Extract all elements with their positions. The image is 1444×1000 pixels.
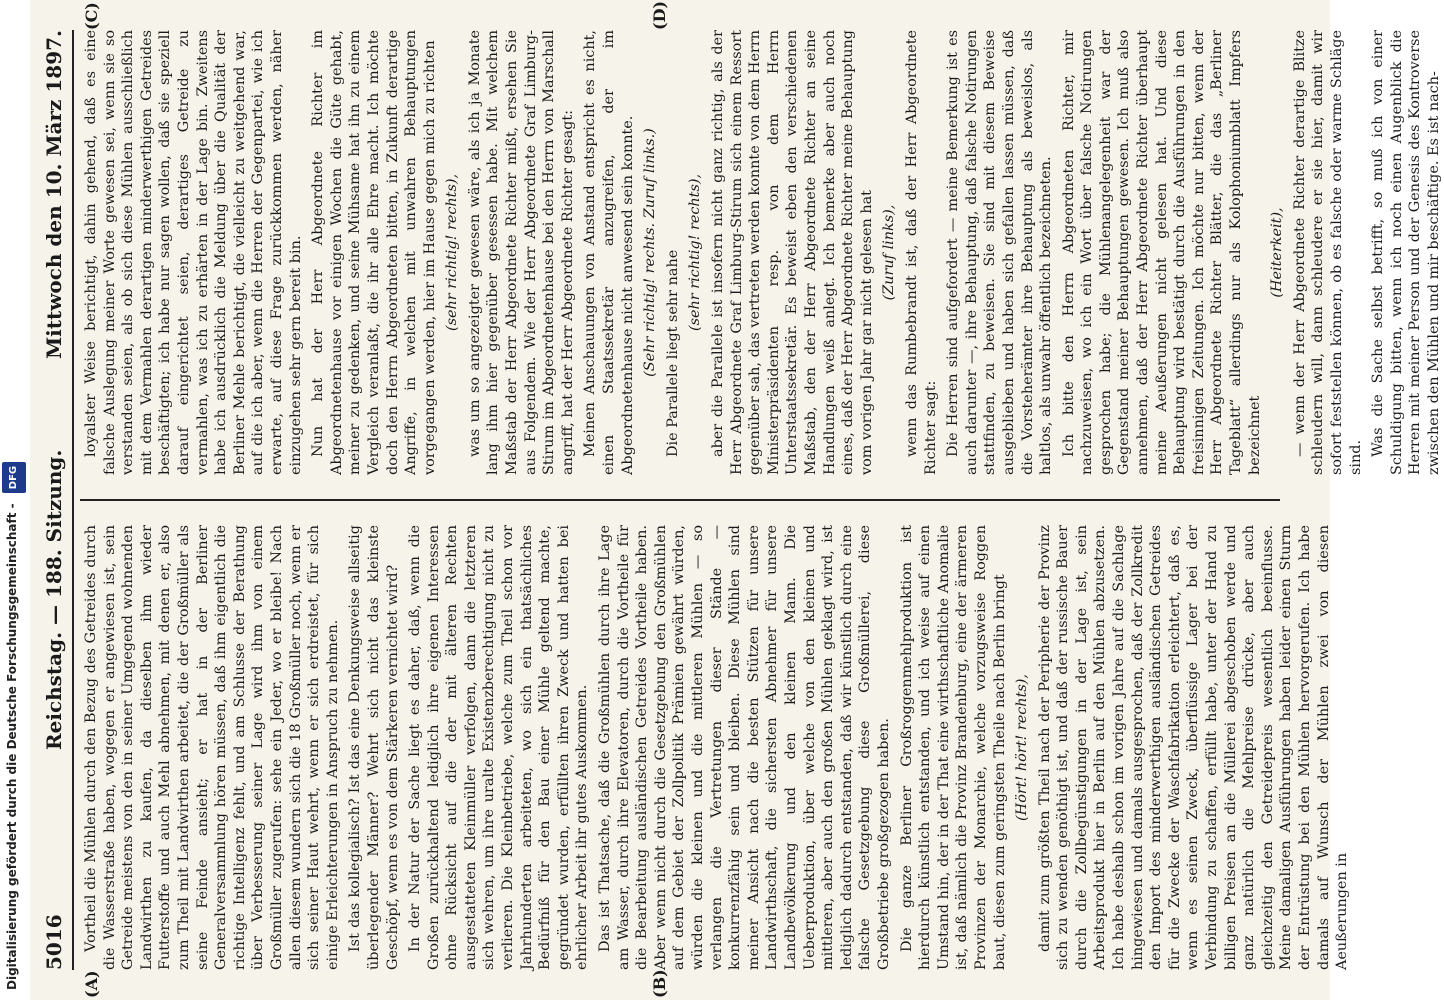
right-interjection: (Heiterkeit), bbox=[1269, 207, 1286, 298]
right-paragraph: Ich bitte den Herrn Abgeordneten Richter, mir nachzuweisen, wo ich ein Wort über falsche Notirungen gesprochen habe; die Mühlenangelegenheit war der Gegenstand meiner Behauptungen gewesen. Ich muß also annehmen, daß der Herr Abgeordnete Richter überhaupt meine Aeußerungen nicht gelesen hat. Und diese Behauptung wird bestätigt durch die Ausführungen in den freisinnigen Zeitungen. Ich möchte nur bitten, wenn der Herr Abgeordnete Richter Blätter, die das „Berliner Tageblatt“ allerdings nur als Kolophoniumblatt Impfers bezeichnet bbox=[1060, 30, 1263, 475]
page-number: 5016 bbox=[42, 914, 66, 970]
left-paragraph: Ist das kollegialisch? Ist das eine Denkungsweise allseitig überlegender Männer? Wehrt sich nicht das kleinste Geschöpf, wenn es von dem Stärkeren vernichtet wird? bbox=[347, 525, 401, 970]
footer-credit bbox=[0, 0, 24, 1000]
dfg-logo: DFG bbox=[2, 462, 26, 493]
right-interjection: (sehr richtig! rechts), bbox=[444, 173, 461, 332]
right-paragraph: — wenn der Herr Abgeordnete Richter derartige Blitze schleudern will, dann schleudere er sie hier, damit wir sofort feststellen können, ob es falsche oder warme Schläge sind. bbox=[1291, 30, 1364, 475]
footer-credit-text: Digitalisierung gefördert durch die Deutsche Forschungsgemeinschaft - bbox=[5, 503, 19, 990]
right-column bbox=[82, 30, 1442, 475]
margin-label-a: (A) bbox=[82, 970, 101, 998]
right-paragraph: Die Parallele liegt sehr nahe bbox=[664, 249, 681, 457]
left-interjection: (Hört! hört! rechts), bbox=[1014, 674, 1031, 821]
right-quote: Meinen Anschauungen von Anstand entspricht es nicht, einen Staatssekretär anzugreifen, der im Abgeordnetenhause nicht anwesend sein konnte. bbox=[582, 30, 636, 475]
right-paragraph: wenn das Rumbebrandt ist, daß der Herr Abgeordnete Richter sagt: bbox=[903, 30, 939, 475]
right-paragraph: was um so angezeigter gewesen wäre, als ich ja Monate lang ihm hier gegenüber gesessen habe. Mit welchem Maßstab der Herr Abgeordnete Richter mißt, ersehen Sie aus Folgendem. Wie der Herr Abgeordnete Graf Limburg-Stirum im Abgeordnetenhause bei den Herrn von Marschall angriff, hat der Herr Abgeordnete Richter gesagt: bbox=[466, 30, 576, 475]
left-paragraph: Die ganze Berliner Großroggenmehlproduktion ist hierdurch künstlich entstanden, und ich weise auf einen Umstand hin, der in der That eine wirthschaftliche Anomalie ist, daß nämlich die Provinz Brandenburg, eine der ärmeren Provinzen der Monarchie, welche vorzugsweise Roggen baut, diesen zum geringsten Theile nach Berlin bringt bbox=[898, 525, 1008, 970]
margin-label-b: (B) bbox=[650, 969, 669, 998]
left-paragraph: In der Natur der Sache liegt es daher, daß, wenn die Großen zurückhaltend lediglich ihre eigenen Interessen ohne Rücksicht auf die der mit älteren Rechten ausgestatteten Kleinmüller verfolgen, dann die letzteren sich wehren, um ihre uralte Existenzberechtigung nicht zu verlieren. Die Kleinbetriebe, welche zum Theil schon vor Jahrhunderten arbeiteten, wo sich ein thatsächliches Bedürfniß für den Bau einer Mühle geltend machte, gegründet wurden, erfüllten ihren Zweck und hatten bei ehrlicher Arbeit ihr gutes Auskommen. bbox=[407, 525, 591, 970]
right-paragraph: aber die Parallele ist insofern nicht ganz richtig, als der Herr Abgeordnete Graf Limburg-Stirum sich einem Ressort gegenüber sah, das vertreten werden konnte von dem Herrn Ministerpräsidenten resp. von dem Herrn Unterstaatssekretär. Es beweist eben den verschiedenen Maßstab, den der Herr Abgeordnete Richter an seine Handlungen weiß anlegt. Ich bemerke aber auch noch eines, daß der Herr Abgeordnete Richter meine Behauptung vom vorigen Jahr gar nicht gelesen hat bbox=[710, 30, 875, 475]
right-interjection: (Zuruf links), bbox=[881, 204, 898, 301]
left-paragraph: damit zum größten Theil nach der Peripherie der Provinz sich zu wenden genöthigt ist, und daß der russische Bauer durch die Zollbegünstigungen in der Lage ist, sein Arbeitsprodukt hier in Berlin auf den Mühlen abzusetzen. Ich habe deshalb schon im vorigen Jahre auf die Sachlage hingewiesen und damals ausgesprochen, daß der Zollkredit den Import des minderwerthigen ausländischen Getreides für die Zwecke der Waschfabrikation erleichtert, daß es, wenn es seinen Zweck, überflüssige Lager bei der Verbindung zu schaffen, erfüllt habe, unter der Hand zu billigen Preisen an die Müllerei abgeschoben werde und ganz natürlich die Mehlpreise drücke, aber auch gleichzeitig den Getreidepreis wesentlich beeinflusse. Meine damaligen Ausführungen haben leider einen Sturm der Entrüstung bei den Mühlen hervorgerufen. Ich habe damals auf Wunsch der Mühlen zwei von diesen Aeußerungen in bbox=[1036, 525, 1351, 970]
right-paragraph: Was die Sache selbst betrifft, so muß ich von einer Schuldigung bitten, wenn ich noch einen Augenblick die Herren mit meiner Person und der Genesis des Kontroverse zwischen den Mühlen und mir beschäftige. Es ist nach- bbox=[1370, 30, 1442, 475]
left-column bbox=[82, 525, 1351, 970]
rotated-page-content bbox=[30, 0, 1442, 1000]
right-paragraph: loyalster Weise berichtigt, dahin gehend, daß es eine falsche Auslegung meiner Worte gewesen sei, wenn sie so verstanden seien, als ob sich diese Mühlen ausschließlich mit dem Vermahlen derartigen minderwerthigen Getreides beschäftigten; ich habe nur sagen wollen, daß sie speziell darauf eingerichtet seien, derartiges Getreide zu vermahlen, was ich zu erhärten in der Lage bin. Zweitens habe ich ausdrücklich die Meldung über die Qualität der Berliner Mehle berichtigt, die vielleicht zu weitgehend war, auf die ich aber, wenn die Herren der Gegenpartei, wie ich erwarte, auf diese Frage zurückkommen werden, näher einzugehen sehr gern bereit bin. bbox=[83, 30, 304, 475]
right-quote: Die Herren sind aufgefordert — meine Bemerkung ist es auch darunter —, ihre Behauptung, daß falsche Notirungen stattfinden, zu beweisen. Sie sind mit diesem Beweise ausgeblieben und haben sich gefallen lassen müssen, daß die Vorsteherämter ihre Behauptung als beweislos, als haltlos, als unwahr öffentlich bezeichneten. bbox=[945, 30, 1055, 475]
right-interjection: (Sehr richtig! rechts. Zuruf links.) bbox=[642, 128, 659, 377]
right-interjection: (sehr richtig! rechts), bbox=[687, 173, 704, 332]
page-date: Mittwoch den 10. März 1897. bbox=[42, 30, 66, 360]
margin-label-c: (C) bbox=[82, 2, 101, 30]
left-paragraph: Das ist Thatsache, daß die Großmühlen durch ihre Lage am Wasser, durch ihre Elevatoren, durch die Vortheile für die Bearbeitung ausländischen Getreides Vortheile haben. Aber wenn nicht durch die Gesetzgebung den Großmühlen auf dem Gebiet der Zollpolitik Prämien gewährt würden, würden die kleinen und die mittleren Mühlen — so verlangen die Vertretungen dieser Stände — konkurrenzfähig sein und bleiben. Diese Mühlen sind meiner Ansicht nach die besten Stützen für unsere Landwirthschaft, die sichersten Abnehmer für unsere Landbevölkerung und den kleinen Mann. Die Ueberproduktion, über welche von den kleinen und mittleren, aber auch den großen Mühlen geklagt wird, ist lediglich dadurch entstanden, daß wir künstlich durch eine falsche Gesetzgebung diese Großmüllerei, diese Großbetriebe großgezogen haben. bbox=[597, 525, 892, 970]
right-paragraph: Nun hat der Herr Abgeordnete Richter im Abgeordnetenhause vor einigen Wochen die Güte gehabt, meiner zu gedenken, und seine Mühsame hat ihn zu einem Vergleich veranlaßt, die ihr alle Ehre macht. Ich möchte doch den Herrn Abgeordneten bitten, in Zukunft derartige Angriffe, in welchen mit unwahren Behauptungen vorgegangen werden, hier im Hause gegen mich zu richten bbox=[310, 30, 438, 475]
page-header bbox=[38, 30, 74, 970]
footer-credit-strip bbox=[0, 0, 26, 1000]
margin-label-d: (D) bbox=[650, 0, 669, 30]
column-divider bbox=[80, 499, 1280, 501]
page-title: Reichstag. — 188. Sitzung. bbox=[42, 449, 66, 750]
left-paragraph: Vortheil die Mühlen durch den Bezug des Getreides durch die Wasserstraße haben, wogegen er angewiesen ist, sein Getreide meistens von den in seiner Umgegend wohnenden Landwirthen zu kaufen, da dieselben ihm wieder Futterstoffe und auch Mehl abnehmen, mit denen er, also zum Theil mit Landwirthen arbeitet, die der Großmüller als seine Feinde ansieht; er hat in der Berliner Generalversammlung hören müssen, daß ihm eigentlich die richtige Intelligenz fehlt, und am Schlusse der Berathung über Verbesserung seiner Lage wird ihm von einem Großmüller zugerufen: sehe ein Jeder, wo er bleibe! Nach allen diesem wundern sich die 18 Großmüller noch, wenn er sich seiner Haut wehrt, wenn er sich erdreistet, für sich einige Erleichterungen in Anspruch zu nehmen. bbox=[83, 525, 341, 970]
